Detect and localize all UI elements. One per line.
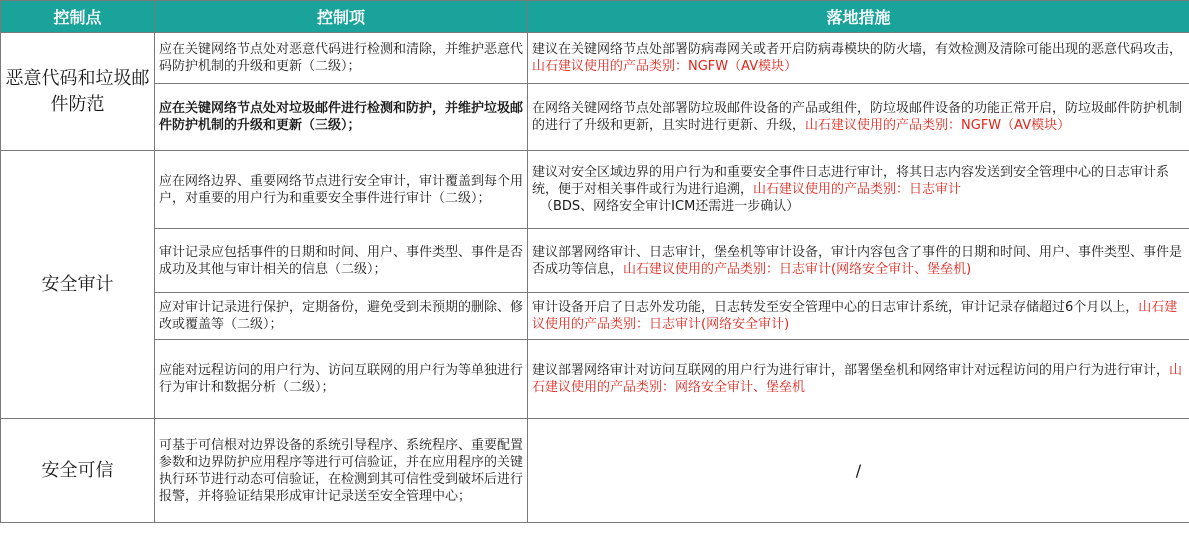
control-item-cell: 应在关键网络节点处对恶意代码进行检测和清除，并维护恶意代码防护机制的升级和更新（二级）； xyxy=(155,33,528,84)
table-row xyxy=(1,84,1189,151)
control-point-trust: 安全可信 xyxy=(1,419,155,523)
measure-cell xyxy=(528,84,1189,151)
control-item-cell: 应对审计记录进行保护，定期备份，避免受到未预期的删除、修改或覆盖等（二级）； xyxy=(155,293,528,340)
measure-text: 建议在关键网络节点处部署防病毒网关或者开启防病毒模块的防火墙，有效检测及清除可能出现的恶意代码攻击， xyxy=(532,42,1183,57)
product-recommendation: 山石建议使用的产品类别：网络安全审计、堡垒机 xyxy=(532,363,1183,395)
product-recommendation: 山石建议使用的产品类别：NGFW（AV模块） xyxy=(532,59,798,74)
measure-cell xyxy=(528,229,1189,293)
product-recommendation: 山石建议使用的产品类别：日志审计 xyxy=(753,182,962,197)
table-row xyxy=(1,33,1189,84)
product-recommendation: 山石建议使用的产品类别：NGFW（AV模块） xyxy=(805,118,1071,133)
control-item-cell: 应能对远程访问的用户行为、访问互联网的用户行为等单独进行行为审计和数据分析（二级）； xyxy=(155,340,528,419)
measure-text: 在网络关键网络节点处部署防垃圾邮件设备的产品或组件，防垃圾邮件设备的功能正常开启，防垃圾邮件防护机制的进行了升级和更新，且实时进行更新、升级， xyxy=(532,101,1183,133)
measure-cell: / xyxy=(528,419,1189,523)
table-row xyxy=(1,229,1189,293)
control-item-cell: 应在网络边界、重要网络节点进行安全审计，审计覆盖到每个用户，对重要的用户行为和重要安全事件进行审计（二级）； xyxy=(155,151,528,229)
product-recommendation: 山石建议使用的产品类别：日志审计(网络安全审计、堡垒机) xyxy=(623,261,972,277)
measure-note: （BDS、网络安全审计ICM还需进一步确认） xyxy=(540,199,800,214)
header-control-item: 控制项 xyxy=(155,1,528,33)
table-row xyxy=(1,293,1189,340)
product-recommendation: 山石建议使用的产品类别：日志审计(网络安全审计) xyxy=(532,300,1178,332)
measure-text: 建议部署网络审计、日志审计，堡垒机等审计设备，审计内容包含了事件的日期和时间、用户、事件类型、事件是否成功等信息， xyxy=(532,244,1183,277)
control-item-cell: 可基于可信根对边界设备的系统引导程序、系统程序、重要配置参数和边界防护应用程序等进行可信验证，并在应用程序的关键执行环节进行动态可信验证，在检测到其可信性受到破坏后进行报警，并将验证结果形成审计记录送至安全管理中心； xyxy=(155,419,528,523)
measure-text: 审计设备开启了日志外发功能，日志转发至安全管理中心的日志审计系统，审计记录存储超过6个月以上， xyxy=(532,300,1139,315)
control-point-audit: 安全审计 xyxy=(1,151,155,419)
table-row xyxy=(1,151,1189,229)
control-point-malware: 恶意代码和垃圾邮件防范 xyxy=(1,33,155,151)
table-row xyxy=(1,419,1189,523)
measure-text: 建议部署网络审计对访问互联网的用户行为进行审计，部署堡垒机和网络审计对远程访问的用户行为进行审计， xyxy=(532,363,1170,378)
header-measure: 落地措施 xyxy=(528,1,1189,33)
control-item-cell: 应在关键网络节点处对垃圾邮件进行检测和防护，并维护垃圾邮件防护机制的升级和更新（三级）； xyxy=(155,84,528,151)
measure-cell xyxy=(528,151,1189,229)
measure-cell xyxy=(528,340,1189,419)
control-item-cell: 审计记录应包括事件的日期和时间、用户、事件类型、事件是否成功及其他与审计相关的信息（二级）； xyxy=(155,229,528,293)
measure-cell xyxy=(528,293,1189,340)
table-row xyxy=(1,340,1189,419)
measure-text: 建议对安全区域边界的用户行为和重要安全事件日志进行审计，将其日志内容发送到安全管理中心的日志审计系统，便于对相关事件或行为进行追溯， xyxy=(532,165,1170,197)
header-control-point: 控制点 xyxy=(1,1,155,33)
measure-cell xyxy=(528,33,1189,84)
header-row xyxy=(1,1,1189,33)
